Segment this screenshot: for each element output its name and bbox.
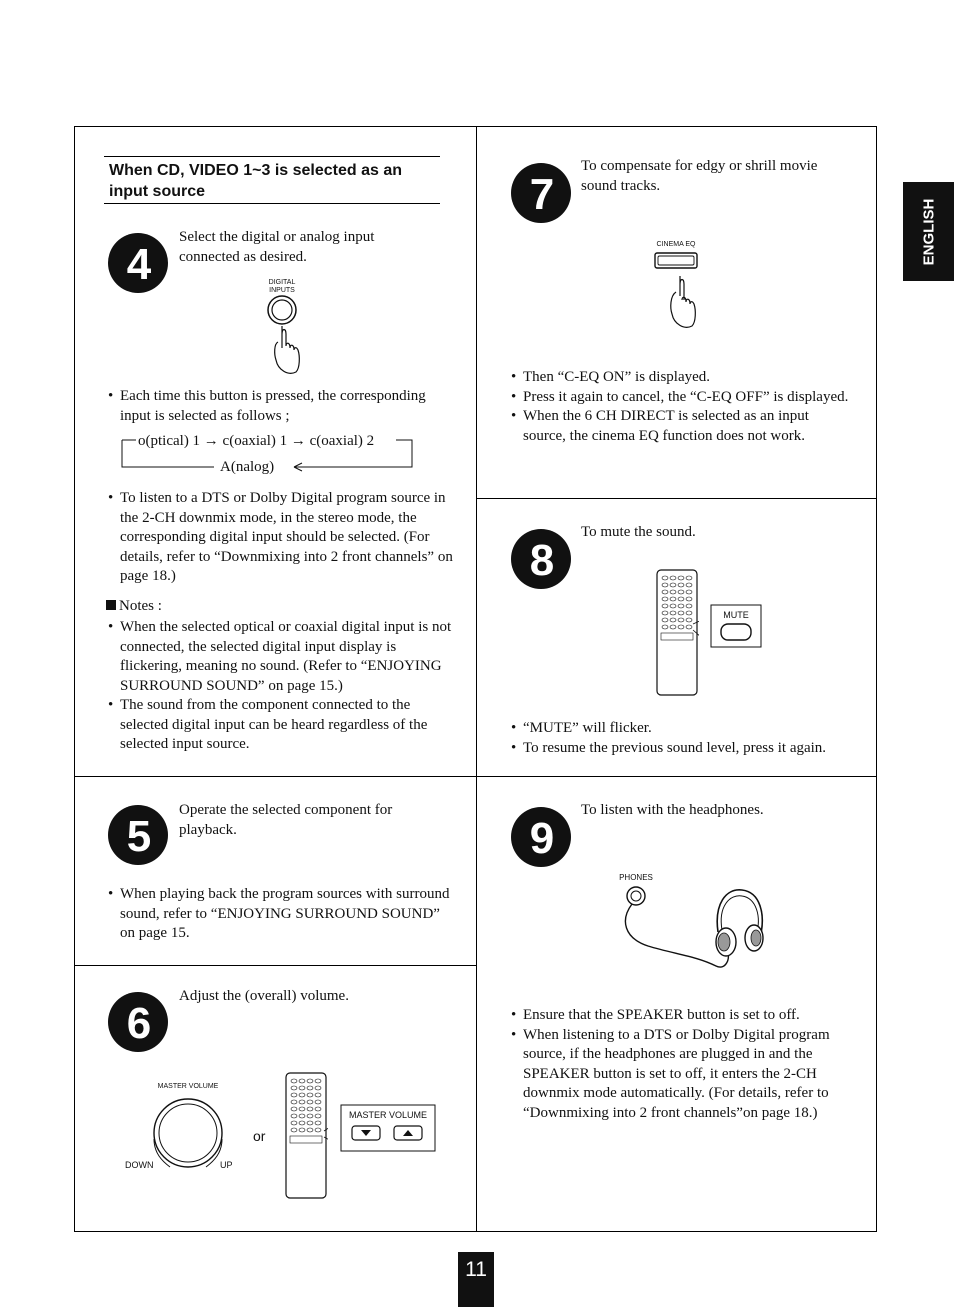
section-title: When CD, VIDEO 1~3 is selected as an input source	[104, 156, 440, 204]
input-sequence-analog: A(nalog)	[220, 459, 275, 475]
step-6-number: 6	[126, 999, 152, 1048]
step-4-number: 4	[126, 240, 152, 289]
remote-control-step6	[284, 1071, 328, 1201]
step-9-badge	[511, 807, 571, 867]
phones-label: PHONES	[619, 873, 653, 882]
divider-step7-step8	[476, 498, 877, 499]
pointing-hand-icon	[671, 276, 696, 327]
digital-inputs-label	[262, 279, 302, 295]
step-4-bullets-b	[108, 489, 453, 587]
step-5-bullets	[108, 885, 453, 944]
digital-inputs-button[interactable]	[264, 294, 304, 378]
step-8-badge	[511, 529, 571, 589]
volume-up-label: UP	[220, 1160, 233, 1170]
step-4-bullets-a	[108, 387, 453, 426]
pointing-hand-icon	[275, 326, 300, 373]
language-tab-label: ENGLISH	[920, 198, 937, 265]
step-6-intro: Adjust the (overall) volume.	[179, 988, 349, 1004]
note-2: • The sound from the component connected to the selected digital input can be heard regardless of the selected input source.	[108, 696, 453, 755]
step-7-badge	[511, 163, 571, 223]
input-sequence-top: o(ptical) 1 → c(oaxial) 1 → c(oaxial) 2	[138, 433, 375, 449]
notes-list	[108, 618, 453, 755]
step-7-number: 7	[529, 170, 555, 219]
master-volume-knob-label: MASTER VOLUME	[157, 1083, 219, 1090]
step-8-intro: To mute the sound.	[581, 524, 696, 540]
square-bullet-icon	[106, 600, 116, 610]
notes-label: Notes :	[119, 598, 162, 614]
language-tab	[903, 182, 954, 281]
step-9-number: 9	[529, 814, 555, 863]
step-9-bullets	[511, 1006, 856, 1123]
step-9-intro: To listen with the headphones.	[581, 802, 764, 818]
step-7-bullet-1: • Then “C-EQ ON” is displayed.	[511, 368, 851, 388]
step-4-bullet-1: • Each time this button is pressed, the corresponding input is selected as follows ;	[108, 387, 453, 426]
headphone-cable-icon	[625, 904, 728, 967]
step-8-bullet-2: • To resume the previous sound level, press it again.	[511, 739, 856, 759]
step-7-intro: To compensate for edgy or shrill movie sound tracks.	[581, 158, 818, 194]
page-number: 11	[458, 1252, 494, 1307]
step-9-bullet-1: • Ensure that the SPEAKER button is set to off.	[511, 1006, 856, 1026]
divider-step5-step6	[74, 965, 476, 966]
column-divider	[476, 126, 477, 1232]
step-5-badge	[108, 805, 168, 865]
step-7-bullets	[511, 368, 851, 446]
digital-inputs-label-line1: DIGITAL	[268, 279, 296, 286]
divider-step4-step5	[74, 776, 877, 777]
step-6-badge	[108, 992, 168, 1052]
step-5-number: 5	[126, 812, 152, 861]
step-8-number: 8	[529, 536, 555, 585]
step-4-bullet-2: • To listen to a DTS or Dolby Digital program source in the 2-CH downmix mode, in the stereo mode, the corresponding digital input should be selected. (For details, refer to “Downmixing into 2 front channels” on page 18.)	[108, 489, 453, 587]
step-9-bullet-2: • When listening to a DTS or Dolby Digital program source, if the headphones are plugged in and the SPEAKER button is set to off, it enters the 2-CH downmix mode automatically. (For details, refer to “Downmixing into 2 front channels”on page 18.)	[511, 1026, 856, 1124]
step-8-bullet-1: • “MUTE” will flicker.	[511, 719, 856, 739]
cinema-eq-button[interactable]	[652, 250, 702, 332]
step-4-badge	[108, 233, 168, 293]
remote-control-step8	[655, 568, 699, 698]
step-7-bullet-3: • When the 6 CH DIRECT is selected as an input source, the cinema EQ function does not work.	[511, 407, 851, 446]
mute-label: MUTE	[723, 610, 749, 620]
cinema-eq-label: CINEMA EQ	[656, 241, 696, 248]
digital-inputs-label-line2: INPUTS	[269, 287, 295, 294]
mute-button[interactable]	[721, 624, 751, 640]
step-4-intro: Select the digital or analog input connected as desired.	[179, 229, 375, 265]
note-1: • When the selected optical or coaxial digital input is not connected, the selected digital input display is flickering, meaning no sound. (Refer to “ENJOYING SURROUND SOUND” on page 15.)	[108, 618, 453, 696]
step-8-bullets	[511, 719, 856, 758]
volume-down-label: DOWN	[125, 1160, 154, 1170]
remote-volume-label: MASTER VOLUME	[348, 1110, 427, 1120]
notes-heading	[106, 597, 162, 617]
step-7-bullet-2: • Press it again to cancel, the “C-EQ OFF” is displayed.	[511, 388, 851, 408]
headphones-illustration	[618, 882, 768, 968]
step-5-intro: Operate the selected component for playback.	[179, 802, 393, 838]
step-5-bullet-1: • When playing back the program sources with surround sound, refer to “ENJOYING SURROUND SOUND” on page 15.	[108, 885, 453, 944]
or-label: or	[253, 1128, 266, 1144]
